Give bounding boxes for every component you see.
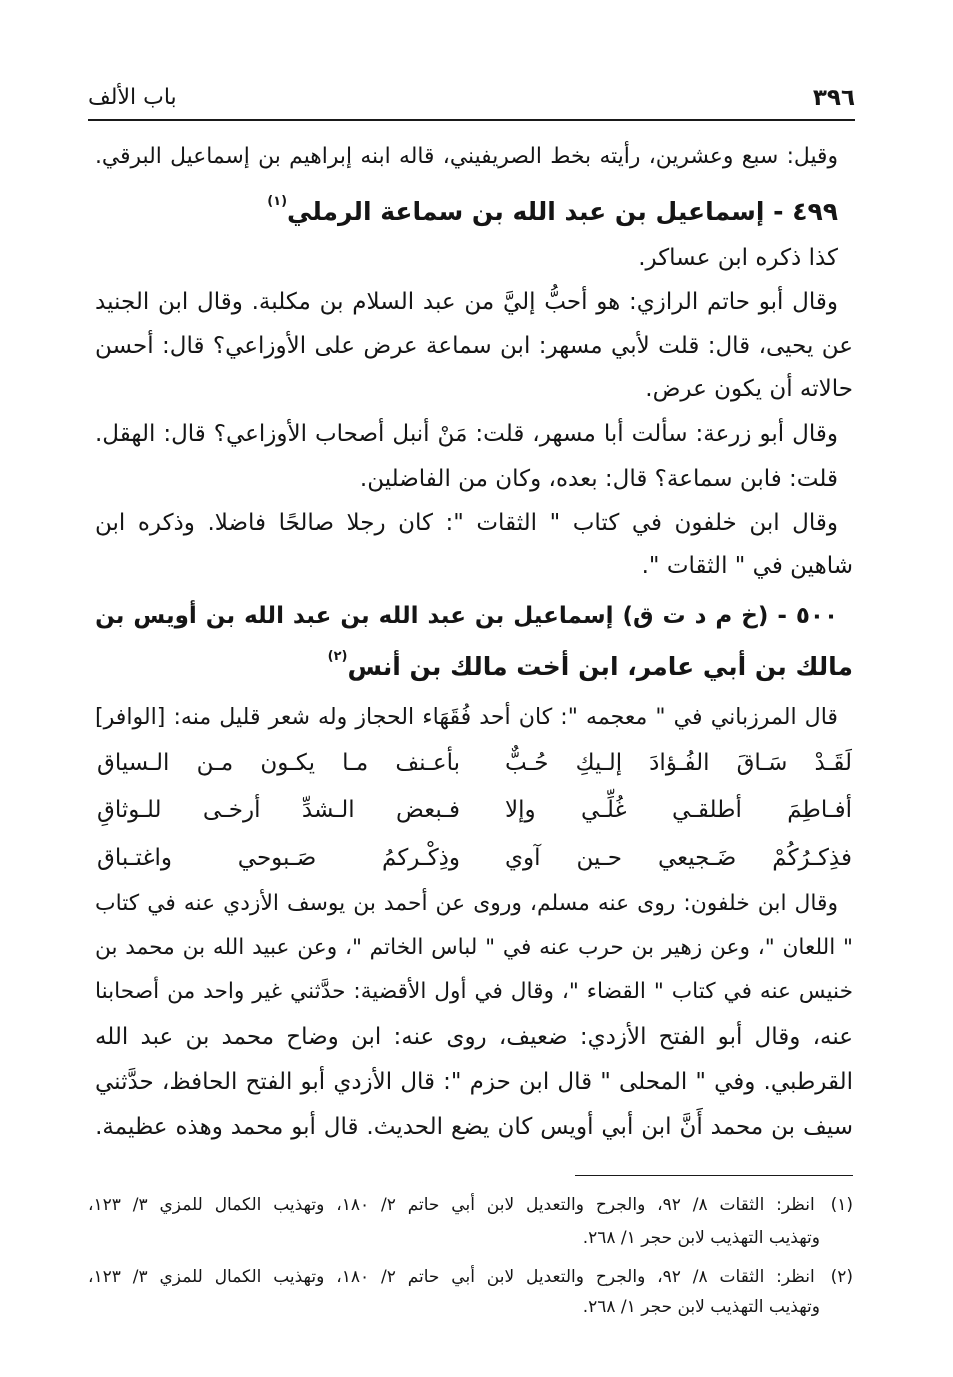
verse-second-hemistich xyxy=(97,790,460,830)
verse-line-3 xyxy=(0,838,953,878)
verse-second-hemistich xyxy=(97,743,460,783)
body-line xyxy=(95,1062,853,1102)
verse-first-hemistich xyxy=(505,743,852,783)
header-rule xyxy=(88,119,855,121)
entry-heading-500 xyxy=(95,593,838,639)
footnote-text-wrap xyxy=(88,1195,853,1215)
body-line xyxy=(95,459,838,499)
body-line xyxy=(95,503,838,543)
line-text: سيف بن محمد أَنَّ ابن أبي أويس كان يضع الحديث. قال أبو محمد وهذه عظيمة. xyxy=(95,1114,853,1140)
line-text: وقال أبو حاتم الرازي: هو أحبُّ إليَّ من عبد السلام بن مكلبة. وقال ابن الجنيد xyxy=(95,289,838,315)
line-text: عنه، وقال أبو الفتح الأزدي: ضعيف، روى عنه: ابن وضاح محمد بن عبد الله xyxy=(94,1024,853,1050)
footnote-1-continued xyxy=(88,1223,820,1253)
body-line xyxy=(95,972,853,1012)
footnote-2-continued xyxy=(88,1292,820,1322)
footnote-separator xyxy=(575,1175,853,1176)
verse-line-1 xyxy=(0,743,953,783)
body-line xyxy=(95,1017,853,1057)
footnote-text: انظر: الثقات ٨/ ٩٢، والجرح والتعديل لابن أبي حاتم ٢/ ١٨٠، وتهذيب الكمال للمزي ٣/ ١٢٣، xyxy=(88,1195,815,1215)
heading-text-wrap xyxy=(267,194,838,232)
heading-text-wrap xyxy=(327,649,853,687)
footnote-text-wrap xyxy=(88,1267,853,1287)
line-text: كذا ذكره ابن عساكر. xyxy=(638,245,838,271)
hemistich-text: أفـاطِمَ أطلقـي غُلِّـي وإلا xyxy=(505,797,852,823)
line-text: " اللعان "، وعن زهير بن حرب عنه في " لباس الخاتم "، وعن عبيد الله بن محمد بن xyxy=(94,935,853,960)
verse-second-hemistich xyxy=(97,838,460,878)
entry-heading-499 xyxy=(95,189,838,235)
heading-text: مالك بن أبي عامر، ابن أخت مالك بن أنس xyxy=(347,652,853,681)
hemistich-text: لَقَـدْ سَـاقَ الفُـؤادَ إلـيكِ حُـبٌّ xyxy=(504,750,852,776)
body-line xyxy=(95,369,853,409)
entry-heading-500-continued xyxy=(95,644,853,690)
heading-text: ٤٩٩ - إسماعيل بن عبد الله بن سماعة الرملي xyxy=(287,197,838,226)
hemistich-text: بأعـنف مـا يكـون مـن الـسياق xyxy=(97,750,460,776)
footnote-ref-2: (٢) xyxy=(327,649,348,664)
footnote-ref-1: (١) xyxy=(267,194,288,209)
body-line xyxy=(95,1107,853,1147)
footnote-text: وتهذيب التهذيب لابن حجر ١/ ٢٦٨. xyxy=(582,1297,820,1317)
body-line xyxy=(95,282,838,322)
running-head-chapter-title: باب الألف xyxy=(88,85,177,110)
line-text: وقال ابن خلفون في كتاب " الثقات ": كان رجلا صالحًا فاضلا. وذكره ابن xyxy=(95,510,838,536)
verse-line-2 xyxy=(0,790,953,830)
footnote-text: انظر: الثقات ٨/ ٩٢، والجرح والتعديل لابن أبي حاتم ٢/ ١٨٠، وتهذيب الكمال للمزي ٣/ ١٢٣، xyxy=(88,1267,815,1287)
hemistich-text: وذِكْـركمُ صَـبوحي واغتـباق xyxy=(97,845,460,871)
line-text: وقال أبو زرعة: سألت أبا مسهر، قلت: مَنْ أنبل أصحاب الأوزاعي؟ قال: الهقل. xyxy=(94,421,838,447)
line-text: شاهين في " الثقات ". xyxy=(641,553,853,579)
footnote-1 xyxy=(88,1190,853,1220)
verse-first-hemistich xyxy=(505,790,852,830)
line-text: وقال ابن خلفون: روى عنه مسلم، وروى عن أحمد بن يوسف الأزدي عنه في كتاب xyxy=(95,891,838,916)
page-number: ٣٩٦ xyxy=(812,85,855,111)
body-line xyxy=(95,884,838,924)
line-text: وقيل: سبع وعشرين، رأيته بخط الصريفيني، قاله ابنه إبراهيم بن إسماعيل البرقي. xyxy=(94,144,838,169)
line-text: حالاته أن يكون عرض. xyxy=(645,376,853,402)
footnote-marker: (١) xyxy=(830,1195,853,1215)
footnote-marker: (٢) xyxy=(830,1267,853,1287)
line-text: خنيس عنه في كتاب " القضاء "، وقال في أول الأقضية: حدَّثني غير واحد من أصحابنا xyxy=(95,979,853,1004)
body-line xyxy=(95,137,838,177)
line-text: قلت: فابن سماعة؟ قال: بعده، وكان من الفاضلين. xyxy=(359,466,838,492)
body-line xyxy=(95,698,838,738)
footnote-text: وتهذيب التهذيب لابن حجر ١/ ٢٦٨. xyxy=(582,1228,820,1248)
line-text: قال المرزباني في " معجمه ": كان أحد فُقَهَاء الحجاز وله شعر قليل منه: [الوافر] xyxy=(95,705,838,730)
body-line xyxy=(95,326,853,366)
line-text: عن يحيى، قال: قلت لأبي مسهر: ابن سماعة عرض على الأوزاعي؟ قال: أحسن xyxy=(94,333,853,359)
footnote-2 xyxy=(88,1262,853,1292)
body-line xyxy=(95,928,853,968)
body-line xyxy=(95,414,838,454)
line-text: القرطبي. وفي " المحلى " قال ابن حزم ": قال الأزدي أبو الفتح الحافظ، حدَّثني xyxy=(94,1069,853,1095)
body-line xyxy=(95,238,838,278)
body-line xyxy=(95,546,853,586)
heading-text: ٥٠٠ - (خ م د ت ق) إسماعيل بن عبد الله بن عبد الله بن أويس بن xyxy=(95,603,838,629)
hemistich-text: فـبعض الـشدِّ أرخـى للـوثاقِ xyxy=(97,797,460,823)
verse-first-hemistich xyxy=(505,838,852,878)
hemistich-text: فذِكـرُكُمْ ضَـجيعي حـين آوي xyxy=(505,845,852,871)
